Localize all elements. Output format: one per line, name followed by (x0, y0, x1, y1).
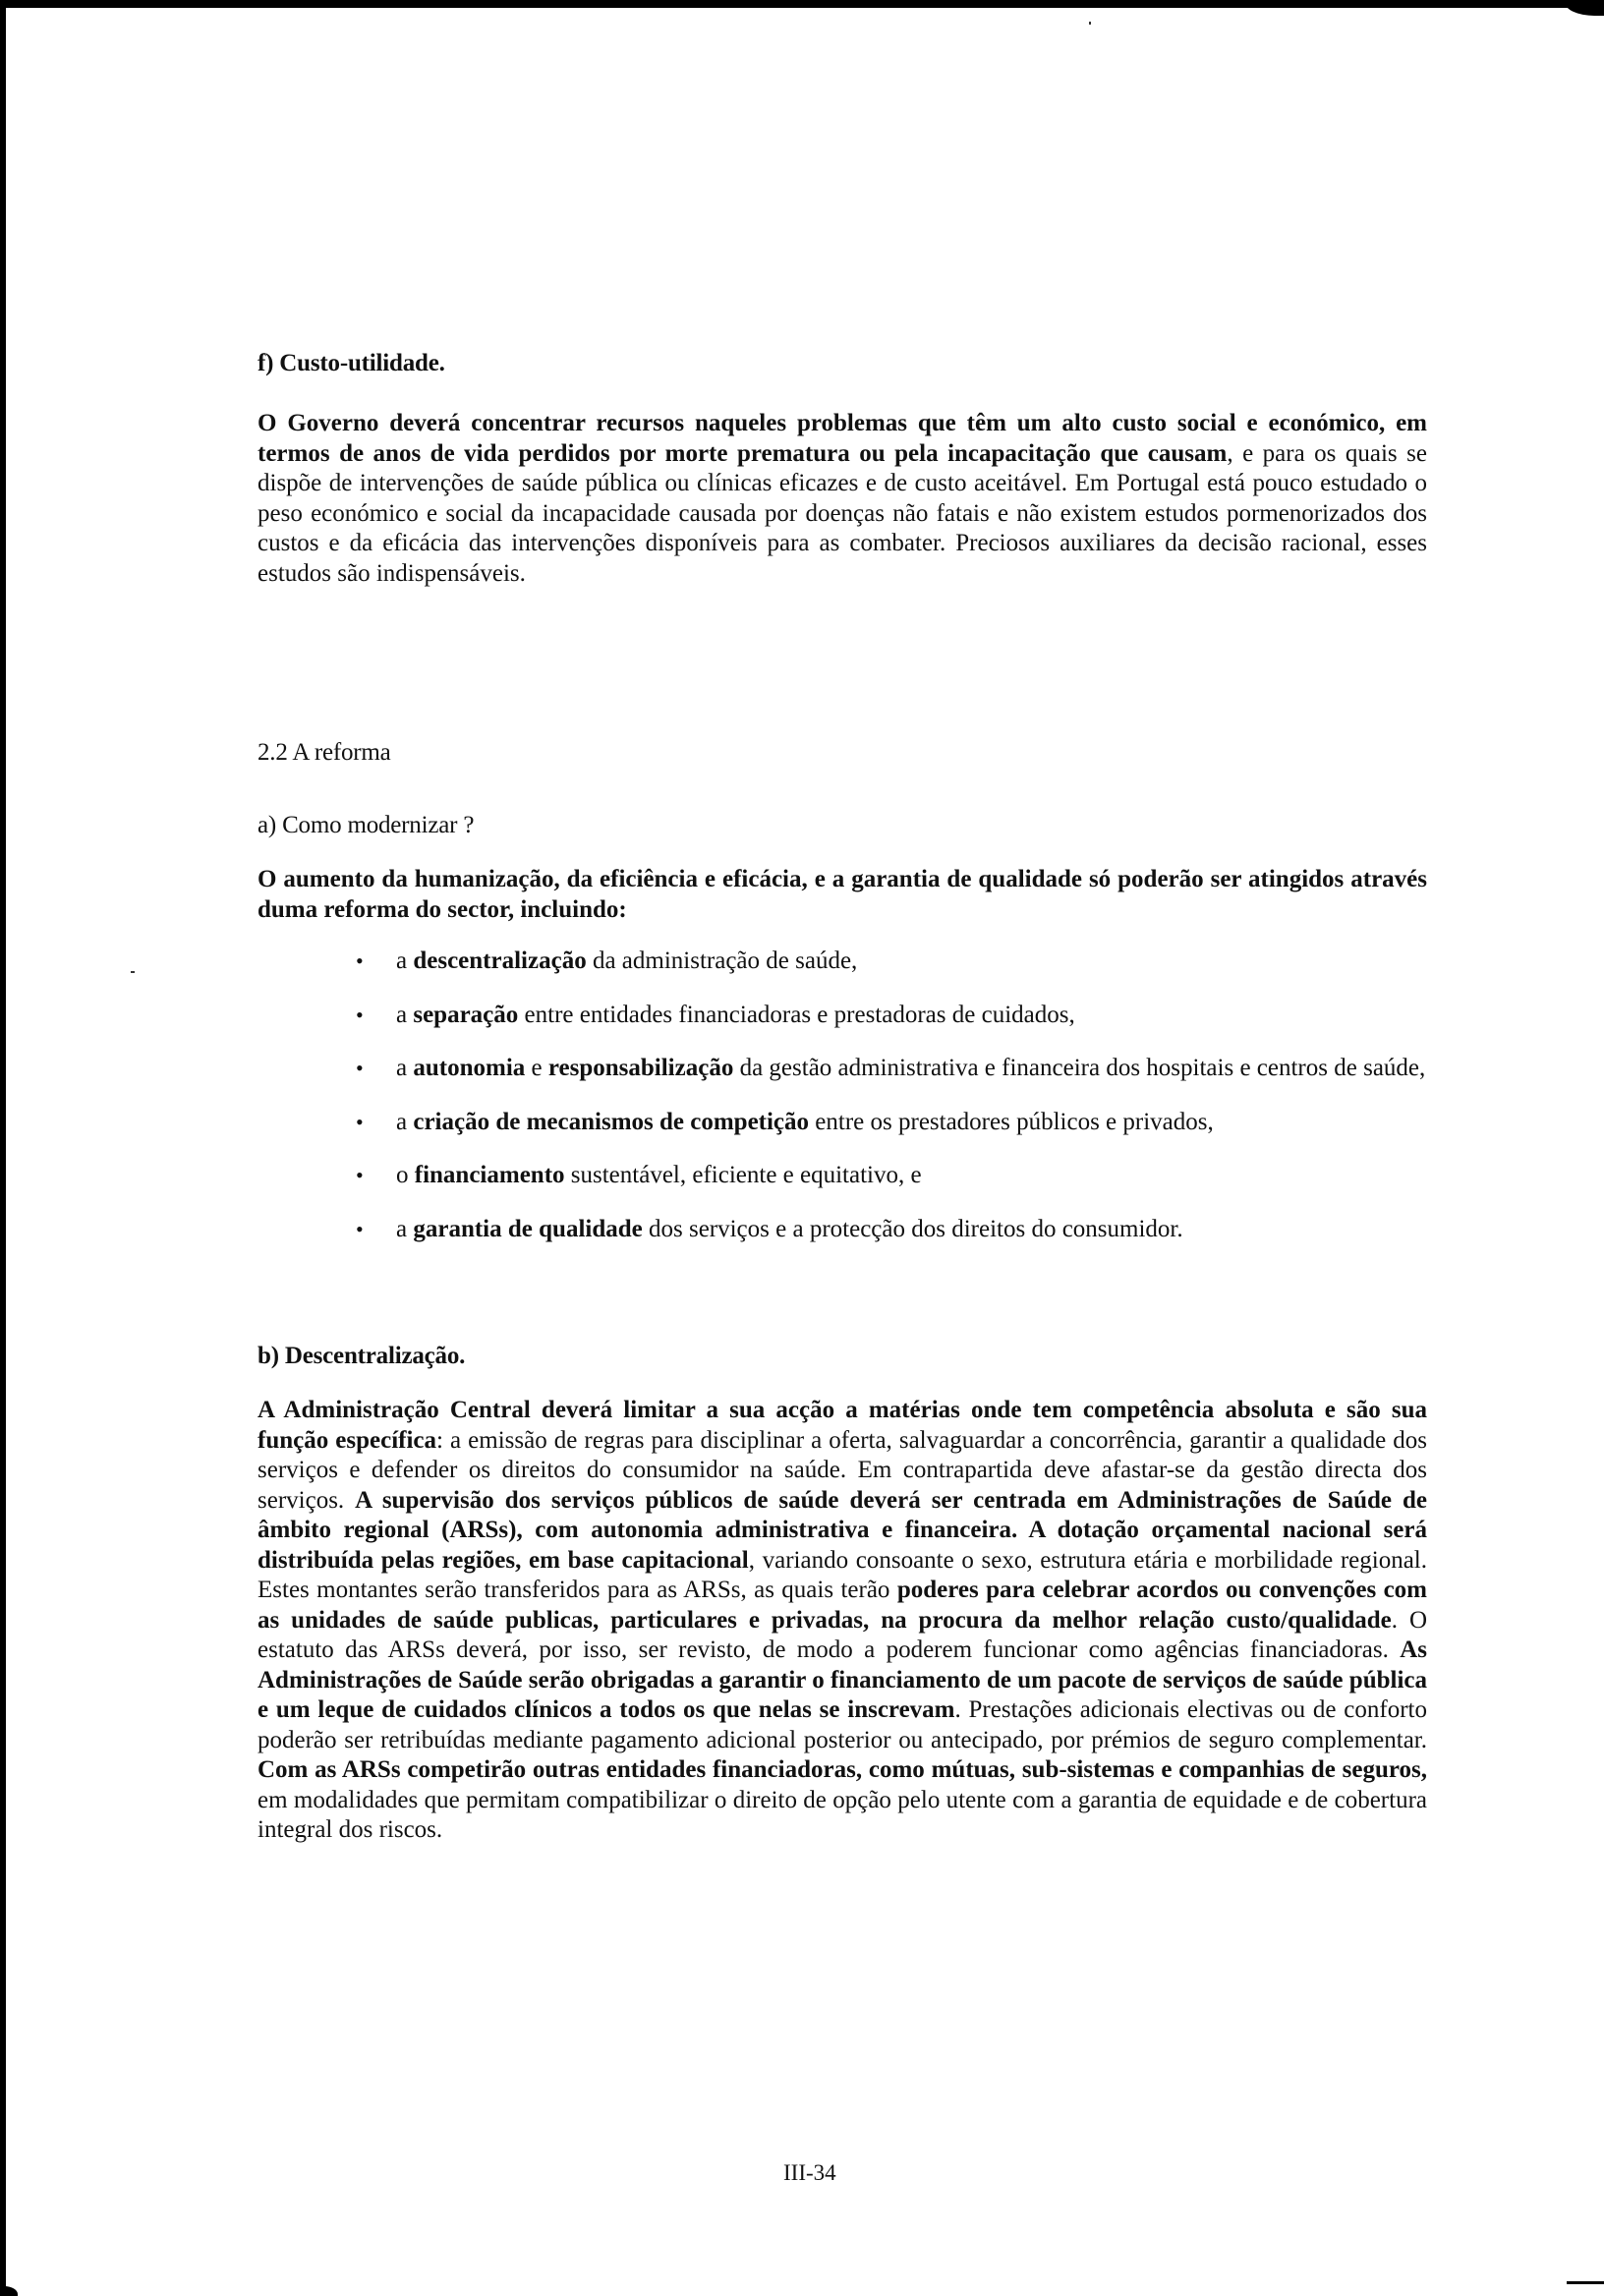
bullet-icon: • (356, 1109, 364, 1134)
list-item-text: da administração de saúde, (586, 947, 858, 974)
section-b-text-bold: A Administração Central deverá limitar a sua acção a matérias onde tem competência absoluta e são sua função específica (258, 1397, 1427, 1454)
bullet-icon: • (356, 1163, 364, 1187)
list-item-text: a (396, 1215, 414, 1242)
section-b-heading: b) Descentralização. (258, 1343, 466, 1369)
scan-corner-bottom-left (0, 2286, 18, 2296)
list-item (356, 947, 1427, 977)
list-item-bold: responsabilização (547, 1055, 734, 1081)
list-item (356, 1001, 1427, 1031)
scan-mark-bottom-right (1567, 2281, 1604, 2284)
list-item-bold: criação de mecanismos de competição (413, 1108, 810, 1135)
section-b-text: , variando consoante o sexo, estrutura etária e morbilidade regional. Estes montantes serão transferidos para as ARSs, as quais terão (258, 1546, 1427, 1603)
section-a-heading: a) Como modernizar ? (258, 812, 475, 838)
section-b-text: : a emissão de regras para disciplinar a oferta, salvaguardar a concorrência, garantir a qualidade dos serviços e defender os direitos do consumidor na saúde. Em contrapartida deve afastar-se da gestão directa dos serviços. (258, 1426, 1427, 1514)
list-item-text: o (396, 1162, 415, 1188)
section-b-text-bold: As Administrações de Saúde serão obrigadas a garantir o financiamento de um pacote de serviços de saúde pública e um leque de cuidados clínicos a todos os que nelas se inscrevam (258, 1636, 1427, 1723)
scan-border-left (0, 0, 6, 2296)
section-f-heading: f) Custo-utilidade. (258, 350, 445, 376)
section-b-paragraph (258, 1396, 1427, 1846)
list-item (356, 1161, 1427, 1191)
list-item-bold: descentralização (413, 947, 587, 974)
scan-speck (1089, 22, 1091, 25)
list-item-text: da gestão administrativa e financeira dos hospitais e centros de saúde, (733, 1055, 1426, 1081)
section-b-text: . Prestações adicionais electivas ou de conforto poderão ser retribuídas mediante pagamento adicional posterior ou antecipado, por prémios de seguro complementar. (258, 1696, 1427, 1753)
list-item-text: dos serviços e a protecção dos direitos do consumidor. (642, 1215, 1183, 1242)
bullet-icon: • (356, 948, 364, 973)
section-b-text-bold: poderes para celebrar acordos ou convenções com as unidades de saúde publicas, particulares e privadas, na procura da melhor relação custo/qualidade (258, 1577, 1427, 1634)
bullet-icon: • (356, 1002, 364, 1027)
scan-speck (131, 971, 135, 973)
list-item-text: a (396, 1001, 414, 1028)
section-2-2-heading: 2.2 A reforma (258, 739, 391, 766)
reform-bullet-list (356, 947, 1427, 1244)
section-f-text-2: , e para os quais se dispõe de intervenções de saúde pública ou clínicas eficazes e de custo aceitável. Em Portugal está pouco estudado o peso económico e social da incapacidade causada por doenças não fatais e não existem estudos pormenorizados dos custos e da eficácia das intervenções disponíveis para as combater. Preciosos auxiliares da decisão racional, esses estudos são indispensáveis. (258, 439, 1427, 587)
list-item-text: a (396, 947, 414, 974)
list-item (356, 1108, 1427, 1138)
section-f-paragraph (258, 409, 1427, 589)
list-item (356, 1054, 1427, 1084)
list-item-bold: autonomia (413, 1055, 526, 1081)
list-item-text: entre os prestadores públicos e privados, (809, 1108, 1214, 1135)
list-item-text: entre entidades financiadoras e prestadoras de cuidados, (518, 1001, 1075, 1028)
list-item-text: a (396, 1108, 414, 1135)
page-number: III-34 (783, 2160, 836, 2185)
section-f-text-bold-1: O Governo deverá concentrar recursos naqueles problemas que têm um alto custo social e económico, em termos de anos de vida perdidos por morte prematura ou pela incapacitação que causam (258, 410, 1427, 467)
section-b-text: em modalidades que permitam compatibilizar o direito de opção pelo utente com a garantia de equidade e de cobertura integral dos riscos. (258, 1786, 1427, 1843)
list-item-bold: financiamento (414, 1162, 565, 1188)
section-b-text-bold: A supervisão dos serviços públicos de saúde deverá ser centrada em Administrações de Saúde de âmbito regional (ARSs), com autonomia administrativa e financeira. A dotação orçamental nacional será distribuída pelas regiões, em base capitacional (258, 1486, 1427, 1574)
list-item (356, 1215, 1427, 1245)
section-a-intro: O aumento da humanização, da eficiência e eficácia, e a garantia de qualidade só poderão ser atingidos através duma reforma do sector, incluindo: (258, 866, 1427, 923)
list-item-text: e (525, 1055, 548, 1081)
scan-corner-top-right (1565, 0, 1604, 16)
list-item-bold: separação (413, 1001, 519, 1028)
section-b-text-bold: Com as ARSs competirão outras entidades financiadoras, como mútuas, sub-sistemas e companhias de seguros, (258, 1756, 1427, 1783)
list-item-text: sustentável, eficiente e equitativo, e (564, 1162, 922, 1188)
bullet-icon: • (356, 1216, 364, 1241)
section-b-text: . O estatuto das ARSs deverá, por isso, ser revisto, de modo a poderem funcionar como agências financiadoras. (258, 1606, 1427, 1663)
list-item-bold: garantia de qualidade (413, 1215, 643, 1242)
bullet-icon: • (356, 1056, 364, 1080)
scan-border-top (0, 0, 1604, 8)
list-item-text: a (396, 1055, 414, 1081)
